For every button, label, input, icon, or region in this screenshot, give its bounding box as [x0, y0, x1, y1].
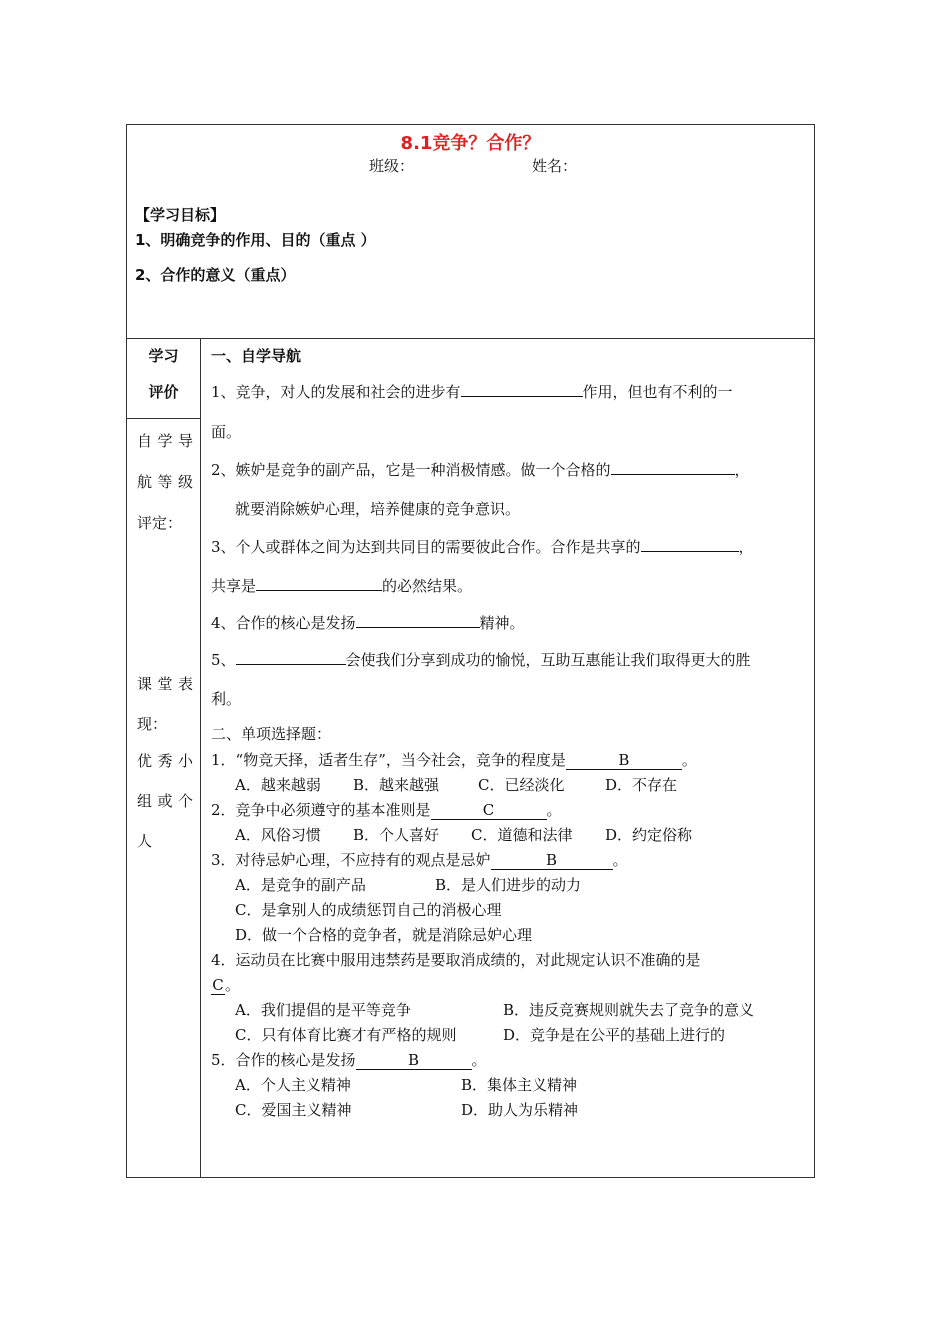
option: A．是竞争的副产品: [235, 876, 366, 894]
eval-label-1: 学习: [148, 347, 179, 365]
option: B．是人们进步的动力: [435, 876, 582, 894]
option: B．违反竞赛规则就失去了竞争的意义: [503, 1001, 755, 1019]
evaluation-column: [127, 339, 201, 1177]
choice-q4-stem: 4．运动员在比赛中服用违禁药是要取消成绩的，对此规定认识不准确的是: [211, 951, 701, 969]
page-title: 8.1竞争？合作？: [400, 133, 541, 154]
section1-heading: 一、自学导航: [211, 347, 302, 365]
content-cell: [203, 339, 811, 1177]
name-label: 姓名：: [532, 157, 578, 175]
option: D．不存在: [605, 776, 678, 794]
option: D．竞争是在公平的基础上进行的: [503, 1026, 726, 1044]
q2-line-cont: 就要消除嫉妒心理，培养健康的竞争意识。: [235, 500, 521, 518]
q1-line-cont: 面。: [211, 423, 242, 441]
class-name-line: [369, 155, 577, 176]
choice-q2-stem: 2．竞争中必须遵守的基本准则是 C 。: [211, 801, 562, 819]
option: C．已经淡化: [478, 776, 565, 794]
goal-item-1: 1、明确竞争的作用、目的（重点 ）: [135, 231, 376, 249]
goal-item-2: 2、合作的意义（重点）: [135, 266, 296, 284]
answer-blank[interactable]: [356, 613, 480, 628]
self-study-grade-label-3: 评定：: [137, 514, 183, 532]
class-performance-label-1: 课堂表: [137, 675, 193, 693]
option: D．约定俗称: [605, 826, 693, 844]
option: C．是拿别人的成绩惩罚自己的消极心理: [235, 901, 502, 919]
class-performance-label-3: 优秀小: [137, 752, 193, 770]
option: A．我们提倡的是平等竞争: [235, 1001, 411, 1019]
answer-field[interactable]: C: [212, 976, 224, 994]
answer-field[interactable]: C: [431, 801, 547, 820]
class-label: 班级：: [369, 157, 415, 175]
choice-q1-stem: 1．“物竞天择，适者生存”，当今社会，竞争的程度是 B 。: [211, 751, 697, 769]
answer-blank[interactable]: [256, 576, 382, 591]
eval-label-2: 评价: [148, 383, 179, 401]
option: B．个人喜好: [353, 826, 440, 844]
worksheet-table: [126, 124, 815, 1178]
choice-q4-answer-line: C。: [212, 976, 241, 994]
q5-line: 5、 会使我们分享到成功的愉悦，互助互惠能让我们取得更大的胜: [211, 651, 751, 669]
option: C．道德和法律: [471, 826, 573, 844]
answer-blank[interactable]: [461, 382, 583, 397]
goals-heading: 【学习目标】: [135, 206, 226, 224]
header-cell: [127, 125, 814, 339]
option: B．集体主义精神: [461, 1076, 578, 1094]
option: A．越来越弱: [235, 776, 321, 794]
self-study-grade-label-1: 自学导: [137, 432, 193, 450]
option: C．爱国主义精神: [235, 1101, 352, 1119]
class-performance-label-2: 现：: [137, 715, 168, 733]
section2-heading: 二、单项选择题：: [211, 725, 332, 743]
q3-line-cont: 共享是 的必然结果。: [211, 577, 473, 595]
option: A．个人主义精神: [235, 1076, 351, 1094]
q4-line: 4、合作的核心是发扬 精神。: [211, 614, 525, 632]
class-performance-label-5: 人: [137, 832, 153, 850]
option: D．做一个合格的竞争者，就是消除忌妒心理: [235, 926, 533, 944]
q1-line: 1、竞争，对人的发展和社会的进步有 作用，但也有不利的一: [211, 383, 733, 401]
option: C．只有体育比赛才有严格的规则: [235, 1026, 457, 1044]
option: A．风俗习惯: [235, 826, 321, 844]
answer-blank[interactable]: [611, 460, 735, 475]
answer-field[interactable]: B: [491, 851, 613, 870]
answer-field[interactable]: B: [356, 1051, 472, 1070]
self-study-grade-label-2: 航等级: [137, 473, 193, 491]
q3-line: 3、个人或群体之间为达到共同目的需要彼此合作。合作是共享的 ，: [211, 538, 754, 556]
class-performance-label-4: 组或个: [137, 792, 193, 810]
choice-q5-stem: 5．合作的核心是发扬 B 。: [211, 1051, 487, 1069]
evaluation-header: [127, 339, 200, 419]
option: D．助人为乐精神: [461, 1101, 579, 1119]
option: B．越来越强: [353, 776, 440, 794]
answer-blank[interactable]: [236, 650, 346, 665]
q2-line: 2、嫉妒是竞争的副产品，它是一种消极情感。做一个合格的 ，: [211, 461, 750, 479]
q5-line-cont: 利。: [211, 690, 242, 708]
choice-q3-stem: 3．对待忌妒心理，不应持有的观点是忌妒 B 。: [211, 851, 628, 869]
answer-field[interactable]: B: [566, 751, 682, 770]
answer-blank[interactable]: [641, 537, 739, 552]
